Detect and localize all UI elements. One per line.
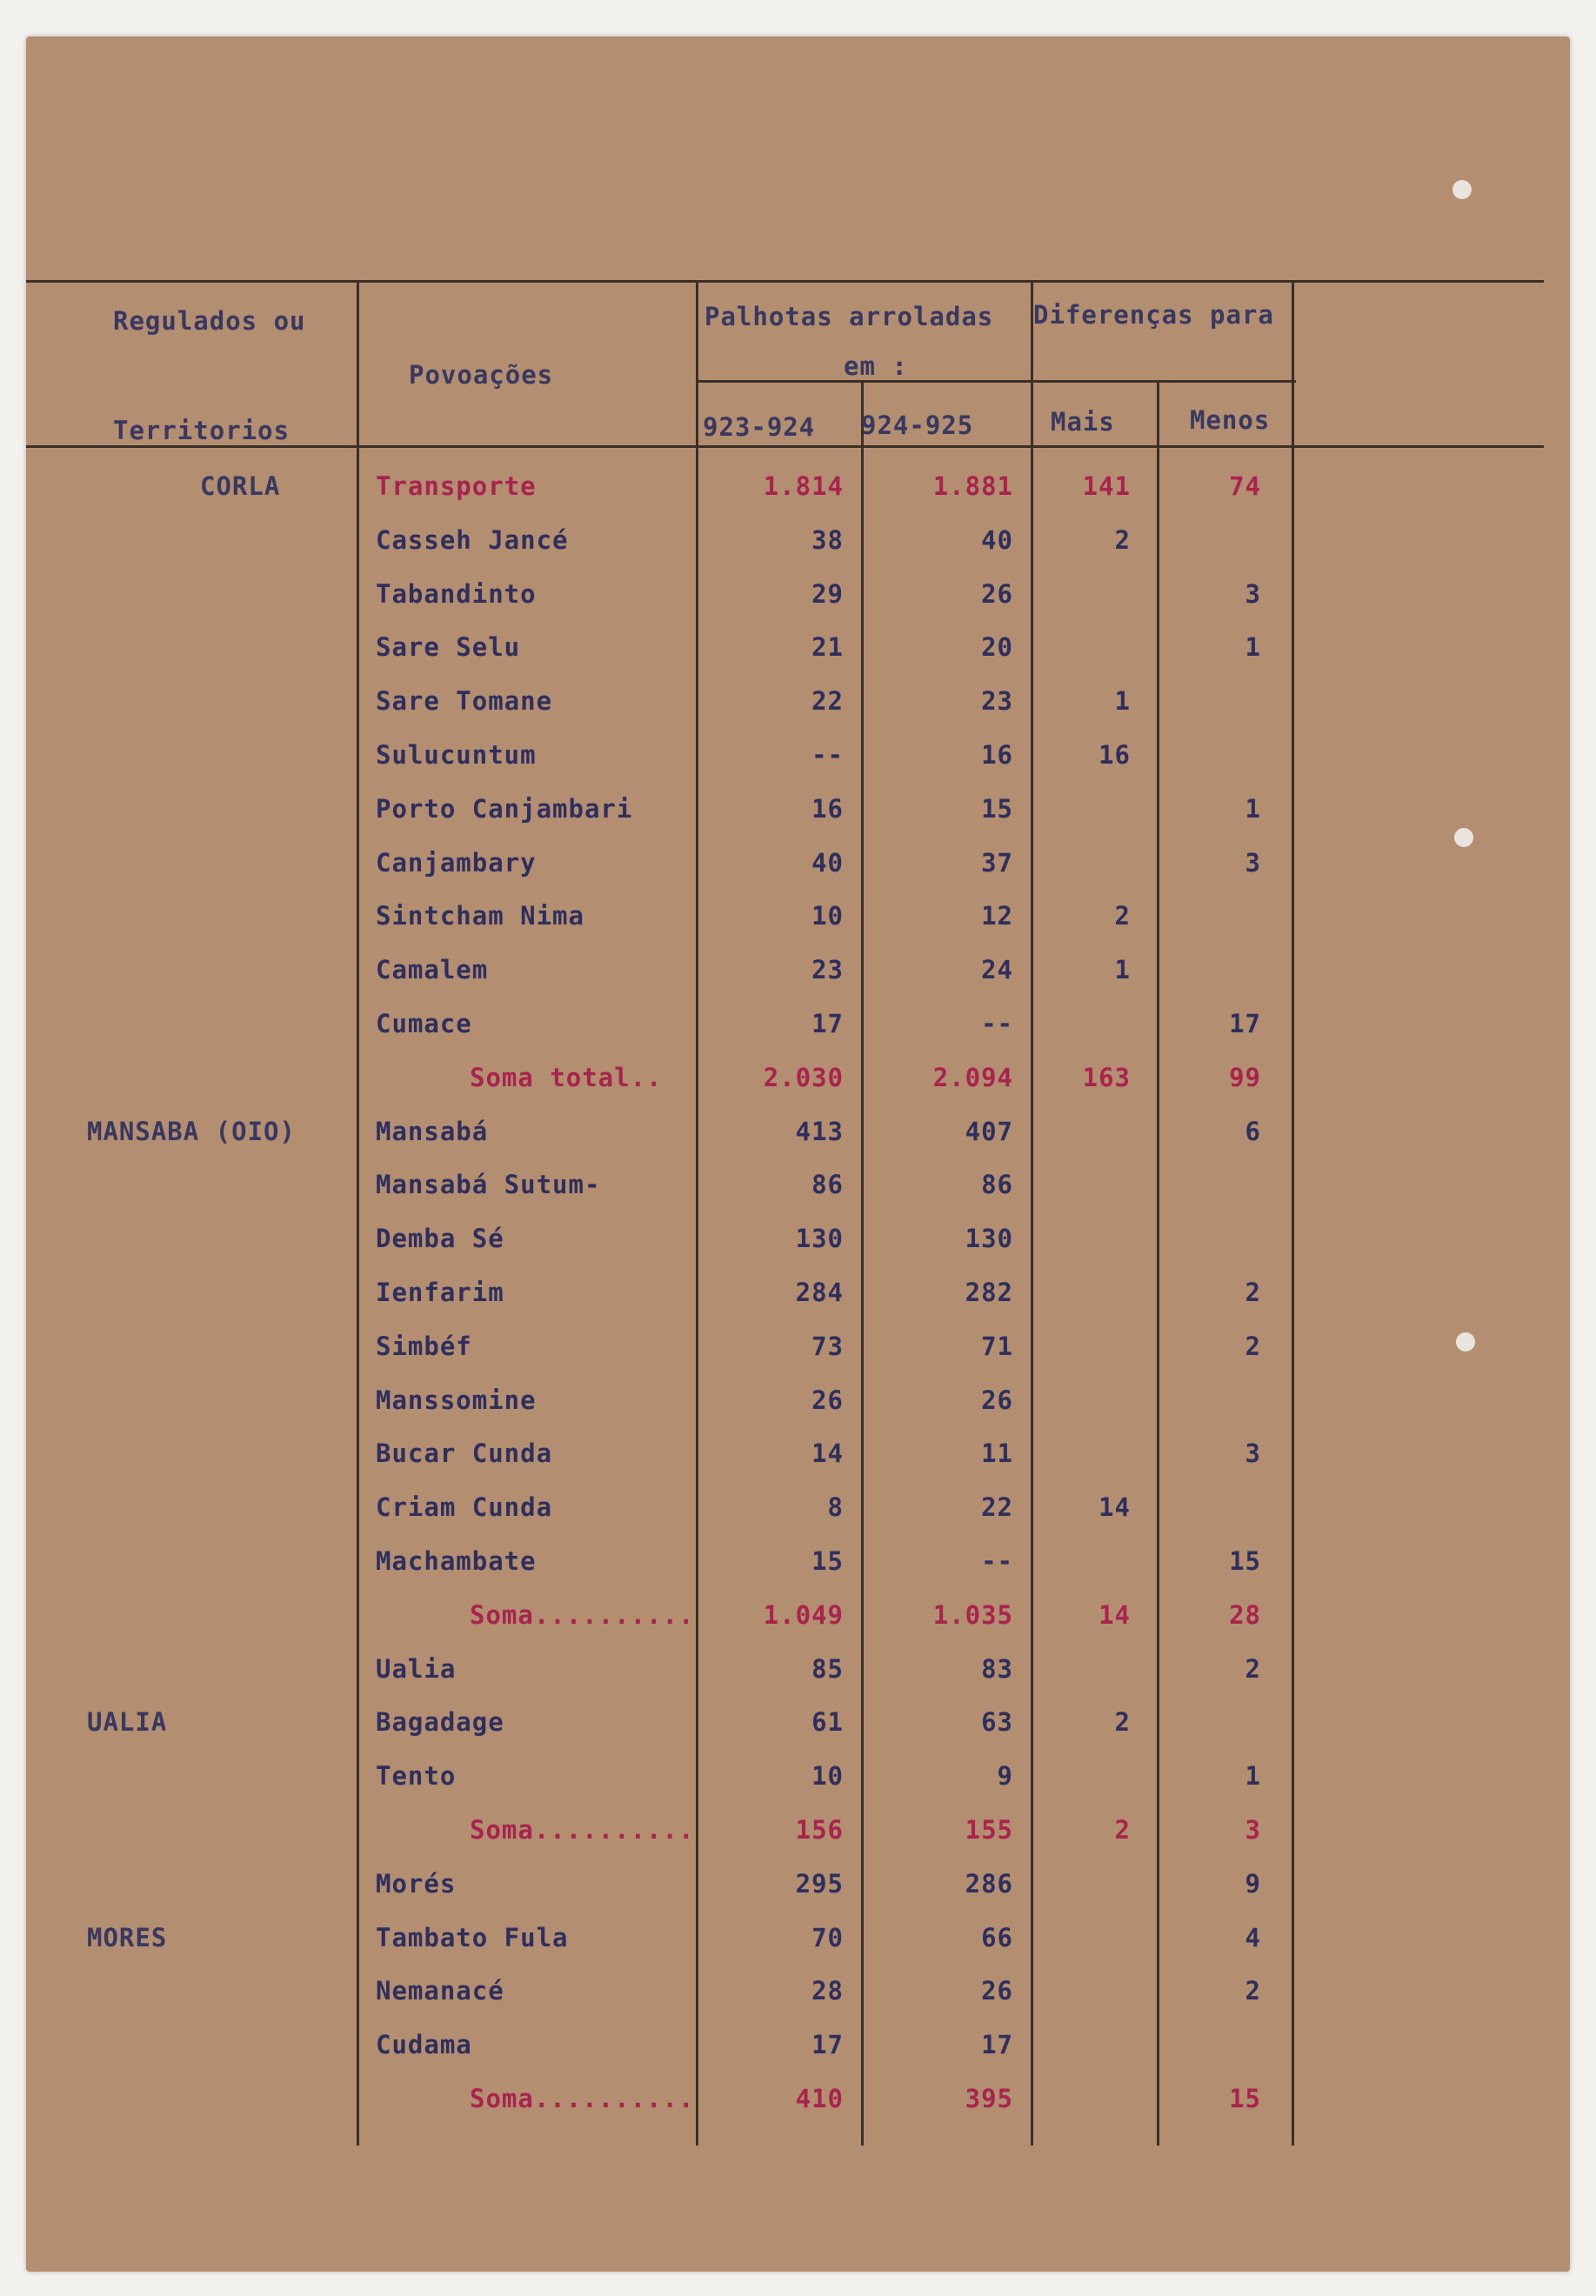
row-place: Bagadage <box>376 1707 504 1738</box>
row-menos: 2 <box>1245 1976 1261 2006</box>
row-value-924: 26 <box>981 1976 1013 2006</box>
row-value-923: 17 <box>811 2030 844 2060</box>
header-diferencas: Diferenças para <box>1033 300 1274 330</box>
header-year-2: 924-925 <box>861 410 974 440</box>
row-mais: 141 <box>1082 471 1131 501</box>
header-em: em : <box>844 351 908 381</box>
row-value-924: 26 <box>981 578 1013 609</box>
row-value-924: 40 <box>981 524 1013 555</box>
row-value-923: 86 <box>811 1170 844 1200</box>
row-menos: 15 <box>1229 1546 1261 1576</box>
row-value-923: -- <box>811 740 844 770</box>
row-value-923: 22 <box>811 686 844 717</box>
row-place: Simbéf <box>376 1331 472 1361</box>
row-place: Morés <box>376 1868 457 1899</box>
row-value-923: 73 <box>811 1331 844 1361</box>
row-value-924: 1.881 <box>932 471 1013 501</box>
row-menos: 28 <box>1229 1599 1261 1630</box>
header-sub-rule <box>696 380 1296 383</box>
row-value-923: 413 <box>795 1116 844 1146</box>
row-value-923: 28 <box>811 1976 844 2006</box>
header-menos: Menos <box>1190 405 1271 435</box>
row-place: Demba Sé <box>376 1224 504 1254</box>
row-menos: 1 <box>1245 632 1261 663</box>
row-menos: 3 <box>1245 847 1261 878</box>
row-place: Canjambary <box>376 847 537 878</box>
row-menos: 17 <box>1229 1009 1261 1038</box>
group-territory: MANSABA (OIO) <box>87 1116 296 1146</box>
row-menos: 99 <box>1229 1062 1261 1092</box>
row-value-924: 2.094 <box>932 1062 1013 1092</box>
header-year-1: 923-924 <box>703 412 816 442</box>
row-value-924: 23 <box>981 686 1013 717</box>
column-rule <box>1292 280 1294 2146</box>
row-value-924: 1.035 <box>932 1599 1013 1630</box>
row-menos: 6 <box>1245 1116 1261 1146</box>
row-menos: 15 <box>1229 2084 1261 2113</box>
row-value-923: 410 <box>795 2084 844 2113</box>
row-menos: 3 <box>1245 1438 1261 1469</box>
row-value-923: 70 <box>811 1922 844 1952</box>
row-value-923: 1.814 <box>763 471 844 501</box>
row-value-924: 15 <box>981 793 1013 824</box>
row-menos: 9 <box>1245 1868 1261 1899</box>
row-mais: 14 <box>1099 1492 1131 1523</box>
row-place: Tabandinto <box>376 578 537 609</box>
row-place: Nemanacé <box>376 1976 504 2006</box>
row-value-924: 26 <box>981 1385 1013 1415</box>
row-value-924: 37 <box>981 847 1013 878</box>
row-value-924: 16 <box>981 740 1013 770</box>
row-menos: 3 <box>1245 1815 1261 1845</box>
row-value-923: 2.030 <box>763 1062 844 1092</box>
row-value-923: 26 <box>811 1385 844 1415</box>
row-value-923: 10 <box>811 1761 844 1792</box>
row-value-924: 63 <box>981 1707 1013 1738</box>
row-menos: 4 <box>1245 1922 1261 1952</box>
row-mais: 2 <box>1114 1815 1131 1845</box>
table-top-rule <box>26 280 1544 283</box>
punch-hole <box>1452 180 1472 199</box>
header-bottom-rule <box>26 445 1544 448</box>
row-value-924: 155 <box>965 1815 1013 1845</box>
row-value-923: 156 <box>795 1815 844 1845</box>
row-place: Cudama <box>376 2030 472 2060</box>
row-mais: 2 <box>1114 901 1131 931</box>
row-mais: 2 <box>1114 1707 1131 1738</box>
row-place: Ienfarim <box>376 1278 504 1307</box>
row-value-924: 395 <box>965 2084 1013 2113</box>
row-value-923: 40 <box>811 847 844 878</box>
row-value-924: 71 <box>981 1331 1013 1361</box>
row-value-924: 286 <box>965 1868 1013 1899</box>
group-territory: UALIA <box>87 1707 168 1738</box>
row-value-923: 130 <box>795 1224 844 1254</box>
column-rule <box>861 380 864 2146</box>
row-value-923: 29 <box>811 578 844 609</box>
row-menos: 2 <box>1245 1653 1261 1684</box>
row-place: Mansabá <box>376 1116 489 1146</box>
row-menos: 2 <box>1245 1278 1261 1307</box>
row-value-924: 17 <box>981 2030 1013 2060</box>
row-menos: 1 <box>1245 1761 1261 1792</box>
row-menos: 3 <box>1245 578 1261 609</box>
row-mais: 1 <box>1114 686 1131 717</box>
row-place: Camalem <box>376 955 489 985</box>
row-value-923: 8 <box>827 1492 844 1523</box>
row-mais: 16 <box>1099 740 1131 770</box>
row-place: Soma.......... <box>470 1599 695 1630</box>
row-place: Bucar Cunda <box>376 1438 553 1469</box>
row-place: Sintcham Nima <box>376 901 584 931</box>
row-value-924: 12 <box>981 901 1013 931</box>
row-value-924: -- <box>981 1546 1013 1576</box>
row-menos: 2 <box>1245 1331 1261 1361</box>
row-value-923: 23 <box>811 955 844 985</box>
row-value-923: 295 <box>795 1868 844 1899</box>
column-rule <box>1031 280 1033 2146</box>
group-territory: MORES <box>87 1922 168 1952</box>
header-palhotas: Palhotas arroladas <box>705 302 994 331</box>
header-territorios: Territorios <box>113 416 290 445</box>
row-value-924: 83 <box>981 1653 1013 1684</box>
row-value-924: 407 <box>965 1116 1013 1146</box>
row-value-924: 24 <box>981 955 1013 985</box>
document-page <box>26 37 1570 2272</box>
column-rule <box>1157 380 1159 2146</box>
row-place: Soma.......... <box>470 1815 695 1845</box>
group-territory: CORLA <box>200 471 281 501</box>
row-place: Sulucuntum <box>376 740 537 770</box>
row-value-924: 86 <box>981 1170 1013 1200</box>
row-mais: 1 <box>1114 955 1131 985</box>
row-place: Machambate <box>376 1546 537 1576</box>
row-value-923: 61 <box>811 1707 844 1738</box>
header-regulados: Regulados ou <box>113 306 306 336</box>
row-place: Criam Cunda <box>376 1492 553 1523</box>
row-place: Transporte <box>376 471 537 501</box>
row-place: Soma total.. <box>470 1062 663 1092</box>
column-rule <box>696 280 698 2146</box>
row-value-923: 1.049 <box>763 1599 844 1630</box>
row-value-924: 130 <box>965 1224 1013 1254</box>
punch-hole <box>1456 1332 1475 1352</box>
row-value-923: 14 <box>811 1438 844 1469</box>
row-value-923: 85 <box>811 1653 844 1684</box>
row-mais: 14 <box>1099 1599 1131 1630</box>
row-place: Sare Tomane <box>376 686 553 717</box>
row-place: Tento <box>376 1761 457 1792</box>
punch-hole <box>1454 828 1473 847</box>
row-place: Mansabá Sutum- <box>376 1170 601 1200</box>
row-mais: 2 <box>1114 524 1131 555</box>
row-value-924: 22 <box>981 1492 1013 1523</box>
row-value-924: 20 <box>981 632 1013 663</box>
row-value-923: 17 <box>811 1009 844 1038</box>
row-place: Manssomine <box>376 1385 537 1415</box>
row-mais: 163 <box>1082 1062 1131 1092</box>
row-place: Tambato Fula <box>376 1922 569 1952</box>
row-value-924: 66 <box>981 1922 1013 1952</box>
row-value-923: 15 <box>811 1546 844 1576</box>
row-place: Sare Selu <box>376 632 521 663</box>
column-rule <box>357 280 359 2146</box>
row-value-923: 10 <box>811 901 844 931</box>
row-place: Porto Canjambari <box>376 793 633 824</box>
row-place: Cumace <box>376 1009 472 1038</box>
row-value-923: 21 <box>811 632 844 663</box>
header-mais: Mais <box>1051 407 1115 437</box>
row-place: Casseh Jancé <box>376 524 569 555</box>
row-value-924: 282 <box>965 1278 1013 1307</box>
row-value-924: 11 <box>981 1438 1013 1469</box>
row-place: Soma.......... <box>470 2084 695 2113</box>
row-value-923: 284 <box>795 1278 844 1307</box>
row-value-924: -- <box>981 1009 1013 1038</box>
row-value-923: 38 <box>811 524 844 555</box>
row-value-924: 9 <box>997 1761 1013 1792</box>
row-menos: 74 <box>1229 471 1261 501</box>
header-povoacoes: Povoações <box>409 360 554 390</box>
row-value-923: 16 <box>811 793 844 824</box>
row-place: Ualia <box>376 1653 457 1684</box>
row-menos: 1 <box>1245 793 1261 824</box>
